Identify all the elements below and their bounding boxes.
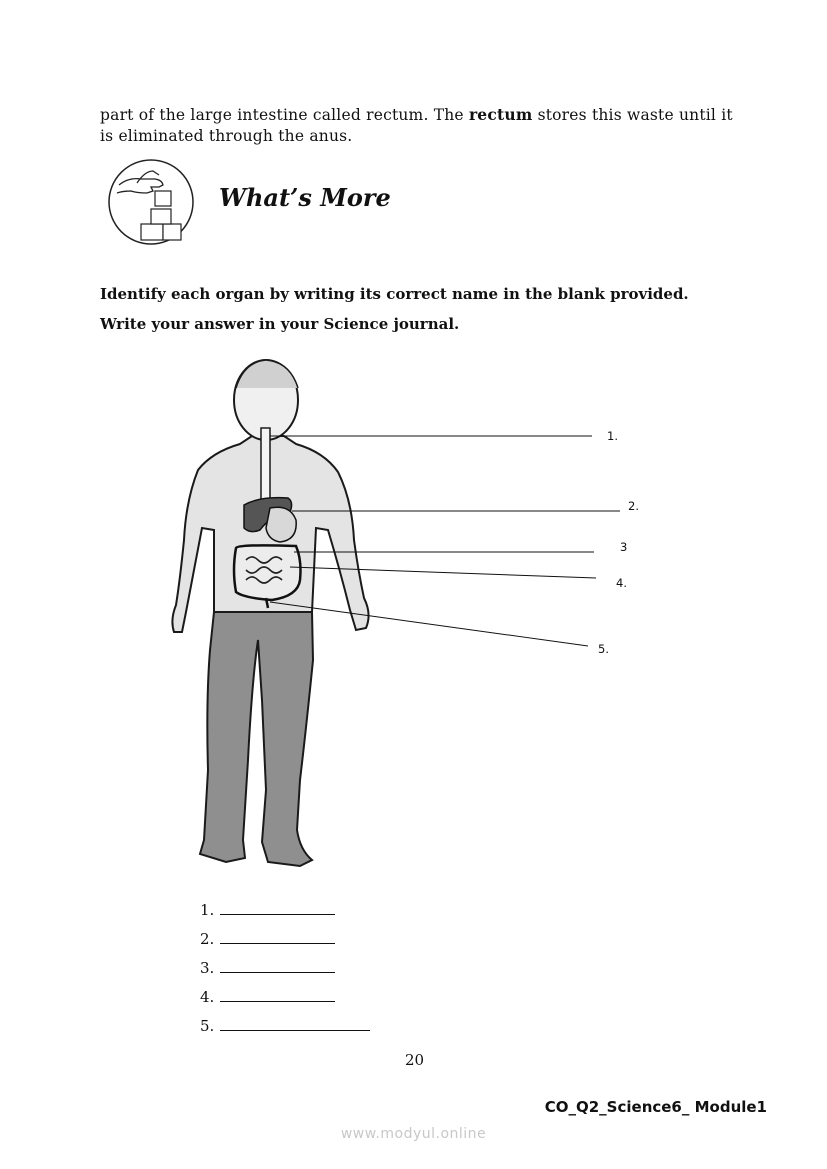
instruction-text: Identify each organ by writing its correct name in the blank provided. Write your answer in your Science journal. — [100, 285, 689, 333]
watermark: www.modyul.online — [340, 1126, 487, 1142]
paragraph-bold-term: rectum — [468, 105, 533, 124]
answer-blank[interactable] — [220, 958, 335, 973]
answer-item — [200, 958, 335, 978]
footer-module-code: CO_Q2_Science6_ Module1 — [544, 1098, 767, 1116]
diagram-label-2: 2. — [628, 499, 639, 513]
answer-item — [200, 1016, 370, 1036]
answer-item — [200, 900, 335, 920]
answer-item — [200, 929, 335, 949]
answer-blank[interactable] — [220, 987, 335, 1002]
answer-number: 4. — [200, 988, 215, 1006]
body-lower — [200, 612, 313, 866]
section-title: What’s More — [219, 183, 391, 212]
paragraph-text-1: part of the large intestine called rectum. The — [100, 106, 469, 124]
page-number: 20 — [405, 1051, 425, 1069]
large-intestine — [234, 545, 301, 600]
answer-blank[interactable] — [220, 929, 335, 944]
answer-item — [200, 987, 335, 1007]
answer-number: 2. — [200, 930, 215, 948]
answer-number: 3. — [200, 959, 215, 977]
answer-blank[interactable] — [220, 1016, 370, 1031]
diagram-label-3: 3 — [620, 540, 628, 554]
diagram-label-1: 1. — [607, 429, 618, 443]
diagram-label-4: 4. — [616, 576, 627, 590]
answer-number: 5. — [200, 1017, 215, 1035]
paragraph-text-2: stores this waste until it is eliminated through the anus. — [100, 106, 733, 145]
pointer-line-4 — [290, 567, 596, 578]
diagram-label-5: 5. — [598, 642, 609, 656]
answer-blank[interactable] — [220, 900, 335, 915]
stomach — [266, 507, 296, 542]
answer-number: 1. — [200, 901, 215, 919]
esophagus — [261, 428, 270, 508]
pointer-line-5 — [270, 602, 588, 646]
